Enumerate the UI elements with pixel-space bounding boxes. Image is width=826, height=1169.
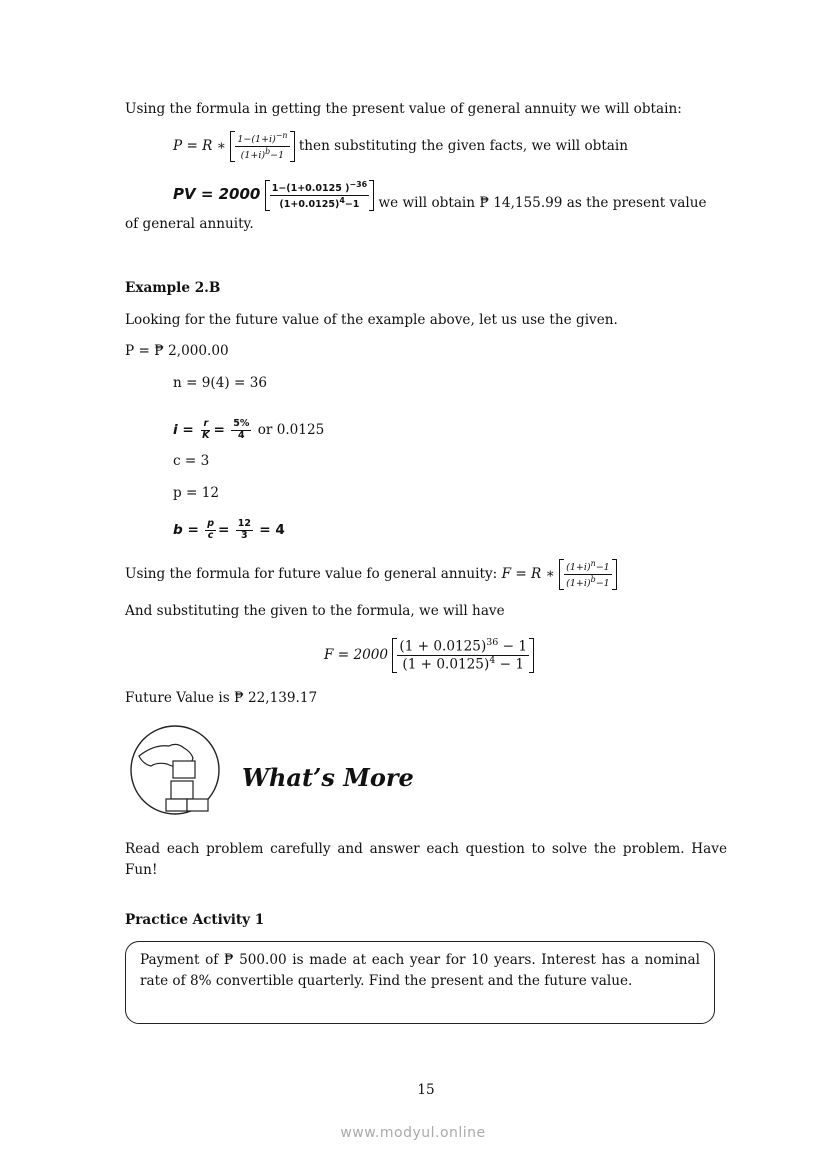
fv-substitution: F = 2000 $\frac{(1 + 0.0125)^{36} - 1}{(1 + 0.0125)^4 - 1}$	[324, 633, 534, 677]
pv-formula: P = R ∗ $\frac{1-(1+i)^{-n}}{(1+i)^b-1}$ then substituting the given facts, we will obtain	[173, 130, 629, 162]
example-intro: Looking for the future value of the example above, let us use the given.	[125, 312, 618, 328]
pv-tail-text: of general annuity.	[125, 216, 254, 232]
intro-text: Using the formula in getting the present value of general annuity we will obtain:	[125, 101, 682, 117]
pv-result-text: we will obtain ₱ 14,155.99 as the present value	[378, 195, 707, 211]
fv-result: Future Value is ₱ 22,139.17	[125, 690, 318, 706]
given-i: i = $\frac{r}{K}$ = $\frac{5\%}{4}$ or 0.0125	[173, 418, 325, 441]
given-c: c = 3	[173, 453, 210, 469]
fv-sub-intro: And substituting the given to the formula, we will have	[125, 603, 505, 619]
section-title: What’s More	[242, 763, 414, 792]
formula-lhs: P = R ∗	[173, 138, 226, 154]
activity-box	[125, 941, 715, 1024]
page-number: 15	[417, 1082, 435, 1098]
given-P: P = ₱ 2,000.00	[125, 343, 229, 359]
fv-formula-line: Using the formula for future value fo general annuity: F = R ∗ $\frac{(1+i)^n-1}{(1+i)^b-1}$	[125, 557, 617, 591]
example-heading: Example 2.B	[125, 280, 221, 296]
activity-text: Payment of ₱ 500.00 is made at each year for 10 years. Interest has a nominal rate of 8% convertible quarterly. Find the present and the future value.	[140, 952, 700, 989]
activity-heading: Practice Activity 1	[125, 912, 265, 928]
watermark: www.modyul.online	[340, 1125, 486, 1141]
given-b: b = $\frac{p}{c}$ = $\frac{12}{3}$ = 4	[173, 518, 285, 541]
building-blocks-icon	[129, 724, 221, 816]
given-p: p = 12	[173, 485, 220, 501]
instructions-text: Read each problem carefully and answer each question to solve the problem. Have Fun!	[125, 841, 727, 878]
pv-substitution: PV = 2000 $\frac{1-(1+0.0125 )^{-36}}{(1+0.0125)^4-1}$ we will obtain ₱ 14,155.99 as the present value	[173, 179, 707, 211]
formula-text: then substituting the given facts, we will obtain	[298, 138, 629, 154]
given-n: n = 9(4) = 36	[173, 375, 268, 391]
